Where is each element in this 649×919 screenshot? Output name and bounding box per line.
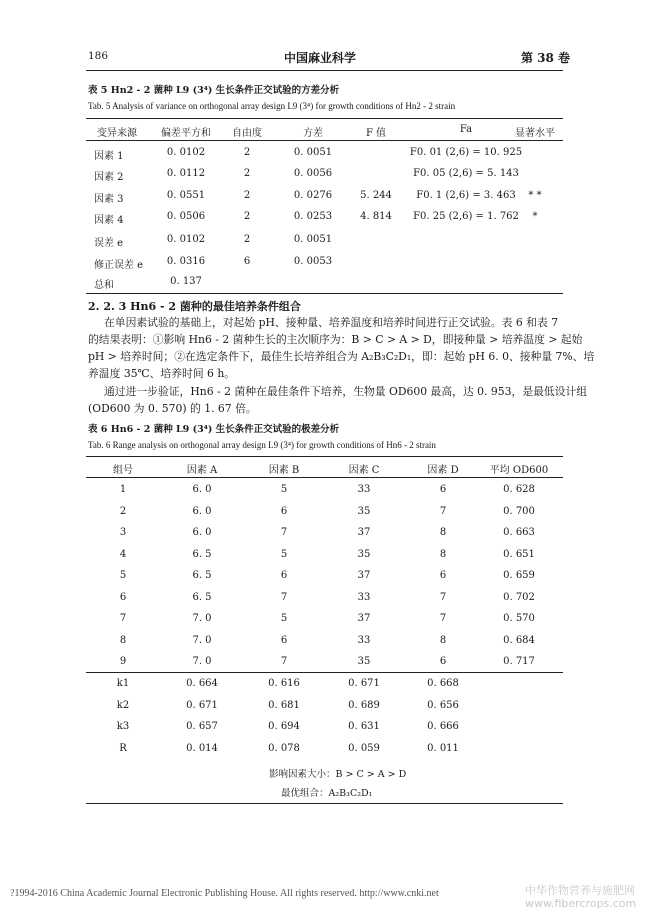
table6-range-cell: 0. 666 (427, 721, 459, 732)
table6-cell: 5 (280, 548, 288, 560)
table6-cell: 0. 570 (503, 613, 535, 624)
table6-cell: 37 (357, 613, 371, 624)
table6-cell: 0. 700 (503, 505, 535, 517)
table5-cell: 2 (243, 147, 251, 158)
table5-cell: 2 (243, 211, 251, 222)
table6-cell: 0. 628 (503, 484, 535, 495)
table6-cell: 6. 5 (192, 591, 212, 603)
page-number: 186 (88, 50, 109, 62)
table6-cell: 37 (357, 527, 371, 538)
table6-cell: 6 (119, 591, 127, 603)
table6-cell: 8 (439, 548, 447, 560)
table5-cell: * (532, 211, 538, 222)
table5-cell: 总和 (94, 280, 114, 291)
table6-cell: 35 (357, 656, 371, 667)
table6-cell: 7 (280, 656, 288, 667)
table5-top-rule (86, 118, 563, 119)
table5-header-rule (86, 140, 563, 141)
table6-cell: 3 (119, 527, 127, 538)
table6-cell: 6. 0 (192, 527, 212, 538)
watermark-line1: 中华作物营养与施肥网 (525, 884, 635, 897)
copyright-footer: ?1994-2016 China Academic Journal Electronic Publishing House. All rights reserved. http://www.cnki.net (10, 888, 439, 899)
table6-cell: 6. 0 (192, 505, 212, 517)
table6-top-rule (86, 456, 563, 457)
para1-line3: pH > 培养时间；②在选定条件下，最佳生长培养组合为 A₂B₃C₂D₁，即：起始 pH 6. 0、接种量 7%、培 (88, 350, 595, 363)
table5-cell: 0. 137 (170, 276, 202, 287)
table6-header-cell: 因素 C (348, 465, 380, 476)
table6-header-cell: 因素 B (268, 465, 300, 476)
table6-mid-rule (86, 672, 563, 673)
table5-cell: 2 (243, 190, 251, 201)
table5-cell: 0. 0316 (166, 256, 206, 267)
table6-cell: 5 (280, 613, 288, 624)
table6-cell: 6. 0 (192, 484, 212, 495)
table5-cell: 0. 0053 (293, 256, 333, 267)
table5-cell: 4. 814 (360, 211, 392, 222)
table6-cell: 0. 717 (503, 656, 535, 667)
table6-cell: 35 (357, 548, 371, 560)
table5-cell: 0. 0506 (166, 211, 206, 222)
watermark (525, 884, 636, 910)
table6-cell: 0. 702 (503, 591, 535, 603)
table6-cell: 1 (119, 484, 127, 495)
table5-header-cell: F 值 (365, 128, 387, 139)
table6-note-best: 最优组合：A₂B₃C₂D₁ (281, 788, 373, 799)
table6-cell: 4 (119, 548, 127, 560)
table6-cell: 8 (439, 634, 447, 646)
table5-cell: 因素 4 (94, 215, 124, 226)
table6-header-cell: 因素 A (186, 465, 218, 476)
table6-range-cell: k1 (116, 678, 130, 689)
table6-caption-cn: 表 6 Hn6 - 2 菌种 L9 (3⁴) 生长条件正交试验的极差分析 (88, 424, 340, 435)
table5-header-cell: Fa (459, 124, 473, 135)
table6-range-cell: 0. 671 (348, 678, 380, 689)
table5-cell: * * (528, 190, 542, 201)
table6-cell: 7 (119, 613, 127, 624)
table6-range-cell: 0. 671 (186, 699, 218, 711)
table6-header-cell: 因素 D (427, 465, 459, 476)
table6-cell: 0. 659 (503, 570, 535, 581)
table6-cell: 35 (357, 505, 371, 517)
table6-cell: 33 (357, 484, 371, 495)
table5-cell: 因素 2 (94, 172, 124, 183)
table6-range-cell: k2 (116, 699, 130, 711)
table5-cell: 修正误差 e (94, 260, 144, 271)
table5-cell: 5. 244 (360, 190, 392, 201)
table5-cell: F0. 05 (2,6) = 5. 143 (413, 168, 519, 179)
table5-cell: 6 (243, 256, 251, 267)
table6-bottom-rule (86, 803, 563, 804)
table6-cell: 37 (357, 570, 371, 581)
table6-cell: 6 (280, 505, 288, 517)
table5-cell: 0. 0102 (166, 147, 206, 158)
table6-cell: 0. 651 (503, 548, 535, 560)
para1-line4: 养温度 35℃、培养时间 6 h。 (88, 367, 236, 380)
table6-caption-en: Tab. 6 Range analysis on orthogonal array design L9 (3⁴) for growth conditions of Hn6 - 2 strain (88, 440, 436, 450)
table6-cell: 7. 0 (192, 656, 212, 667)
table5-header-cell: 变异来源 (97, 128, 137, 139)
table6-cell: 8 (439, 527, 447, 538)
table6-note-order: 影响因素大小：B > C > A > D (269, 769, 407, 780)
table6-range-cell: 0. 694 (268, 721, 300, 732)
table6-header-cell: 组号 (113, 465, 133, 476)
volume-label: 第 38 卷 (521, 51, 571, 65)
table5-header-cell: 方差 (303, 128, 323, 139)
table5-cell: 因素 3 (94, 194, 124, 205)
table6-range-cell: 0. 668 (427, 678, 459, 689)
para2-line1: 通过进一步验证，Hn6 - 2 菌种在最佳条件下培养，生物量 OD600 最高，达 0. 953，是最低设计组 (104, 385, 588, 398)
table6-cell: 5 (119, 570, 127, 581)
table6-range-cell: 0. 631 (348, 721, 380, 732)
table6-cell: 7 (439, 505, 447, 517)
table6-cell: 8 (119, 634, 127, 646)
table6-cell: 7 (439, 613, 447, 624)
table5-cell: F0. 01 (2,6) = 10. 925 (409, 147, 523, 158)
table6-range-cell: 0. 014 (186, 742, 218, 754)
table6-range-cell: 0. 078 (268, 742, 300, 754)
table5-cell: 0. 0253 (293, 211, 333, 222)
table6-cell: 9 (119, 656, 127, 667)
table6-cell: 2 (119, 505, 127, 517)
table6-range-cell: 0. 616 (268, 678, 300, 689)
table6-cell: 6. 5 (192, 548, 212, 560)
table5-cell: F0. 25 (2,6) = 1. 762 (413, 211, 519, 222)
table6-range-cell: 0. 664 (186, 678, 218, 689)
table6-cell: 7. 0 (192, 634, 212, 646)
table5-cell: 2 (243, 168, 251, 179)
table6-range-cell: 0. 656 (427, 699, 459, 711)
table6-cell: 6 (439, 570, 447, 581)
table5-cell: 2 (243, 234, 251, 245)
table5-header-cell: 偏差平方和 (161, 128, 211, 139)
table6-cell: 0. 684 (503, 634, 535, 646)
table6-cell: 6. 5 (192, 570, 212, 581)
table5-header-cell: 显著水平 (515, 128, 555, 139)
table6-range-cell: 0. 059 (348, 742, 380, 754)
table6-cell: 7 (280, 591, 288, 603)
table6-cell: 6 (280, 634, 288, 646)
para2-line2: (OD600 为 0. 570) 的 1. 67 倍。 (88, 402, 257, 415)
para1-line2: 的结果表明：①影响 Hn6 - 2 菌种生长的主次顺序为：B > C > A > D，即接种量 > 培养温度 > 起始 (88, 333, 583, 346)
para1-line1: 在单因素试验的基础上，对起始 pH、接种量、培养温度和培养时间进行正交试验。表 6 和表 7 (104, 316, 559, 329)
table5-caption-en: Tab. 5 Analysis of variance on orthogonal array design L9 (3⁴) for growth conditions of Hn2 - 2 strain (88, 101, 456, 111)
table6-cell: 0. 663 (503, 527, 535, 538)
table5-header-cell: 自由度 (232, 128, 262, 139)
table5-cell: 0. 0112 (166, 168, 206, 179)
table6-header-cell: 平均 OD600 (489, 465, 549, 476)
journal-title: 中国麻业科学 (284, 51, 357, 65)
table6-range-cell: 0. 657 (186, 721, 218, 732)
table6-cell: 7. 0 (192, 613, 212, 624)
table6-cell: 6 (439, 484, 447, 495)
table6-cell: 5 (280, 484, 288, 495)
table6-range-cell: 0. 011 (427, 742, 459, 754)
table6-cell: 33 (357, 591, 371, 603)
table6-cell: 6 (439, 656, 447, 667)
table5-cell: 0. 0102 (166, 234, 206, 245)
table5-cell: 0. 0056 (293, 168, 333, 179)
table5-cell: 误差 e (94, 238, 124, 249)
table5-cell: 0. 0051 (293, 147, 333, 158)
table5-cell: F0. 1 (2,6) = 3. 463 (416, 190, 516, 201)
table6-cell: 6 (280, 570, 288, 581)
table6-header-rule (86, 477, 563, 478)
table5-caption-cn: 表 5 Hn2 - 2 菌种 L9 (3⁴) 生长条件正交试验的方差分析 (88, 85, 340, 96)
table5-cell: 0. 0051 (293, 234, 333, 245)
table6-range-cell: k3 (116, 721, 130, 732)
table6-cell: 7 (439, 591, 447, 603)
table6-cell: 7 (280, 527, 288, 538)
table6-range-cell: R (119, 742, 127, 754)
table6-range-cell: 0. 681 (268, 699, 300, 711)
table5-cell: 因素 1 (94, 151, 124, 162)
table5-bottom-rule (86, 293, 563, 294)
table5-cell: 0. 0551 (166, 190, 206, 201)
watermark-line2: www.fibercrops.com (525, 897, 637, 910)
table6-cell: 33 (357, 634, 371, 646)
section-heading: 2. 2. 3 Hn6 - 2 菌种的最佳培养条件组合 (88, 300, 301, 313)
table5-cell: 0. 0276 (293, 190, 333, 201)
header-rule (86, 70, 563, 71)
table6-range-cell: 0. 689 (348, 699, 380, 711)
